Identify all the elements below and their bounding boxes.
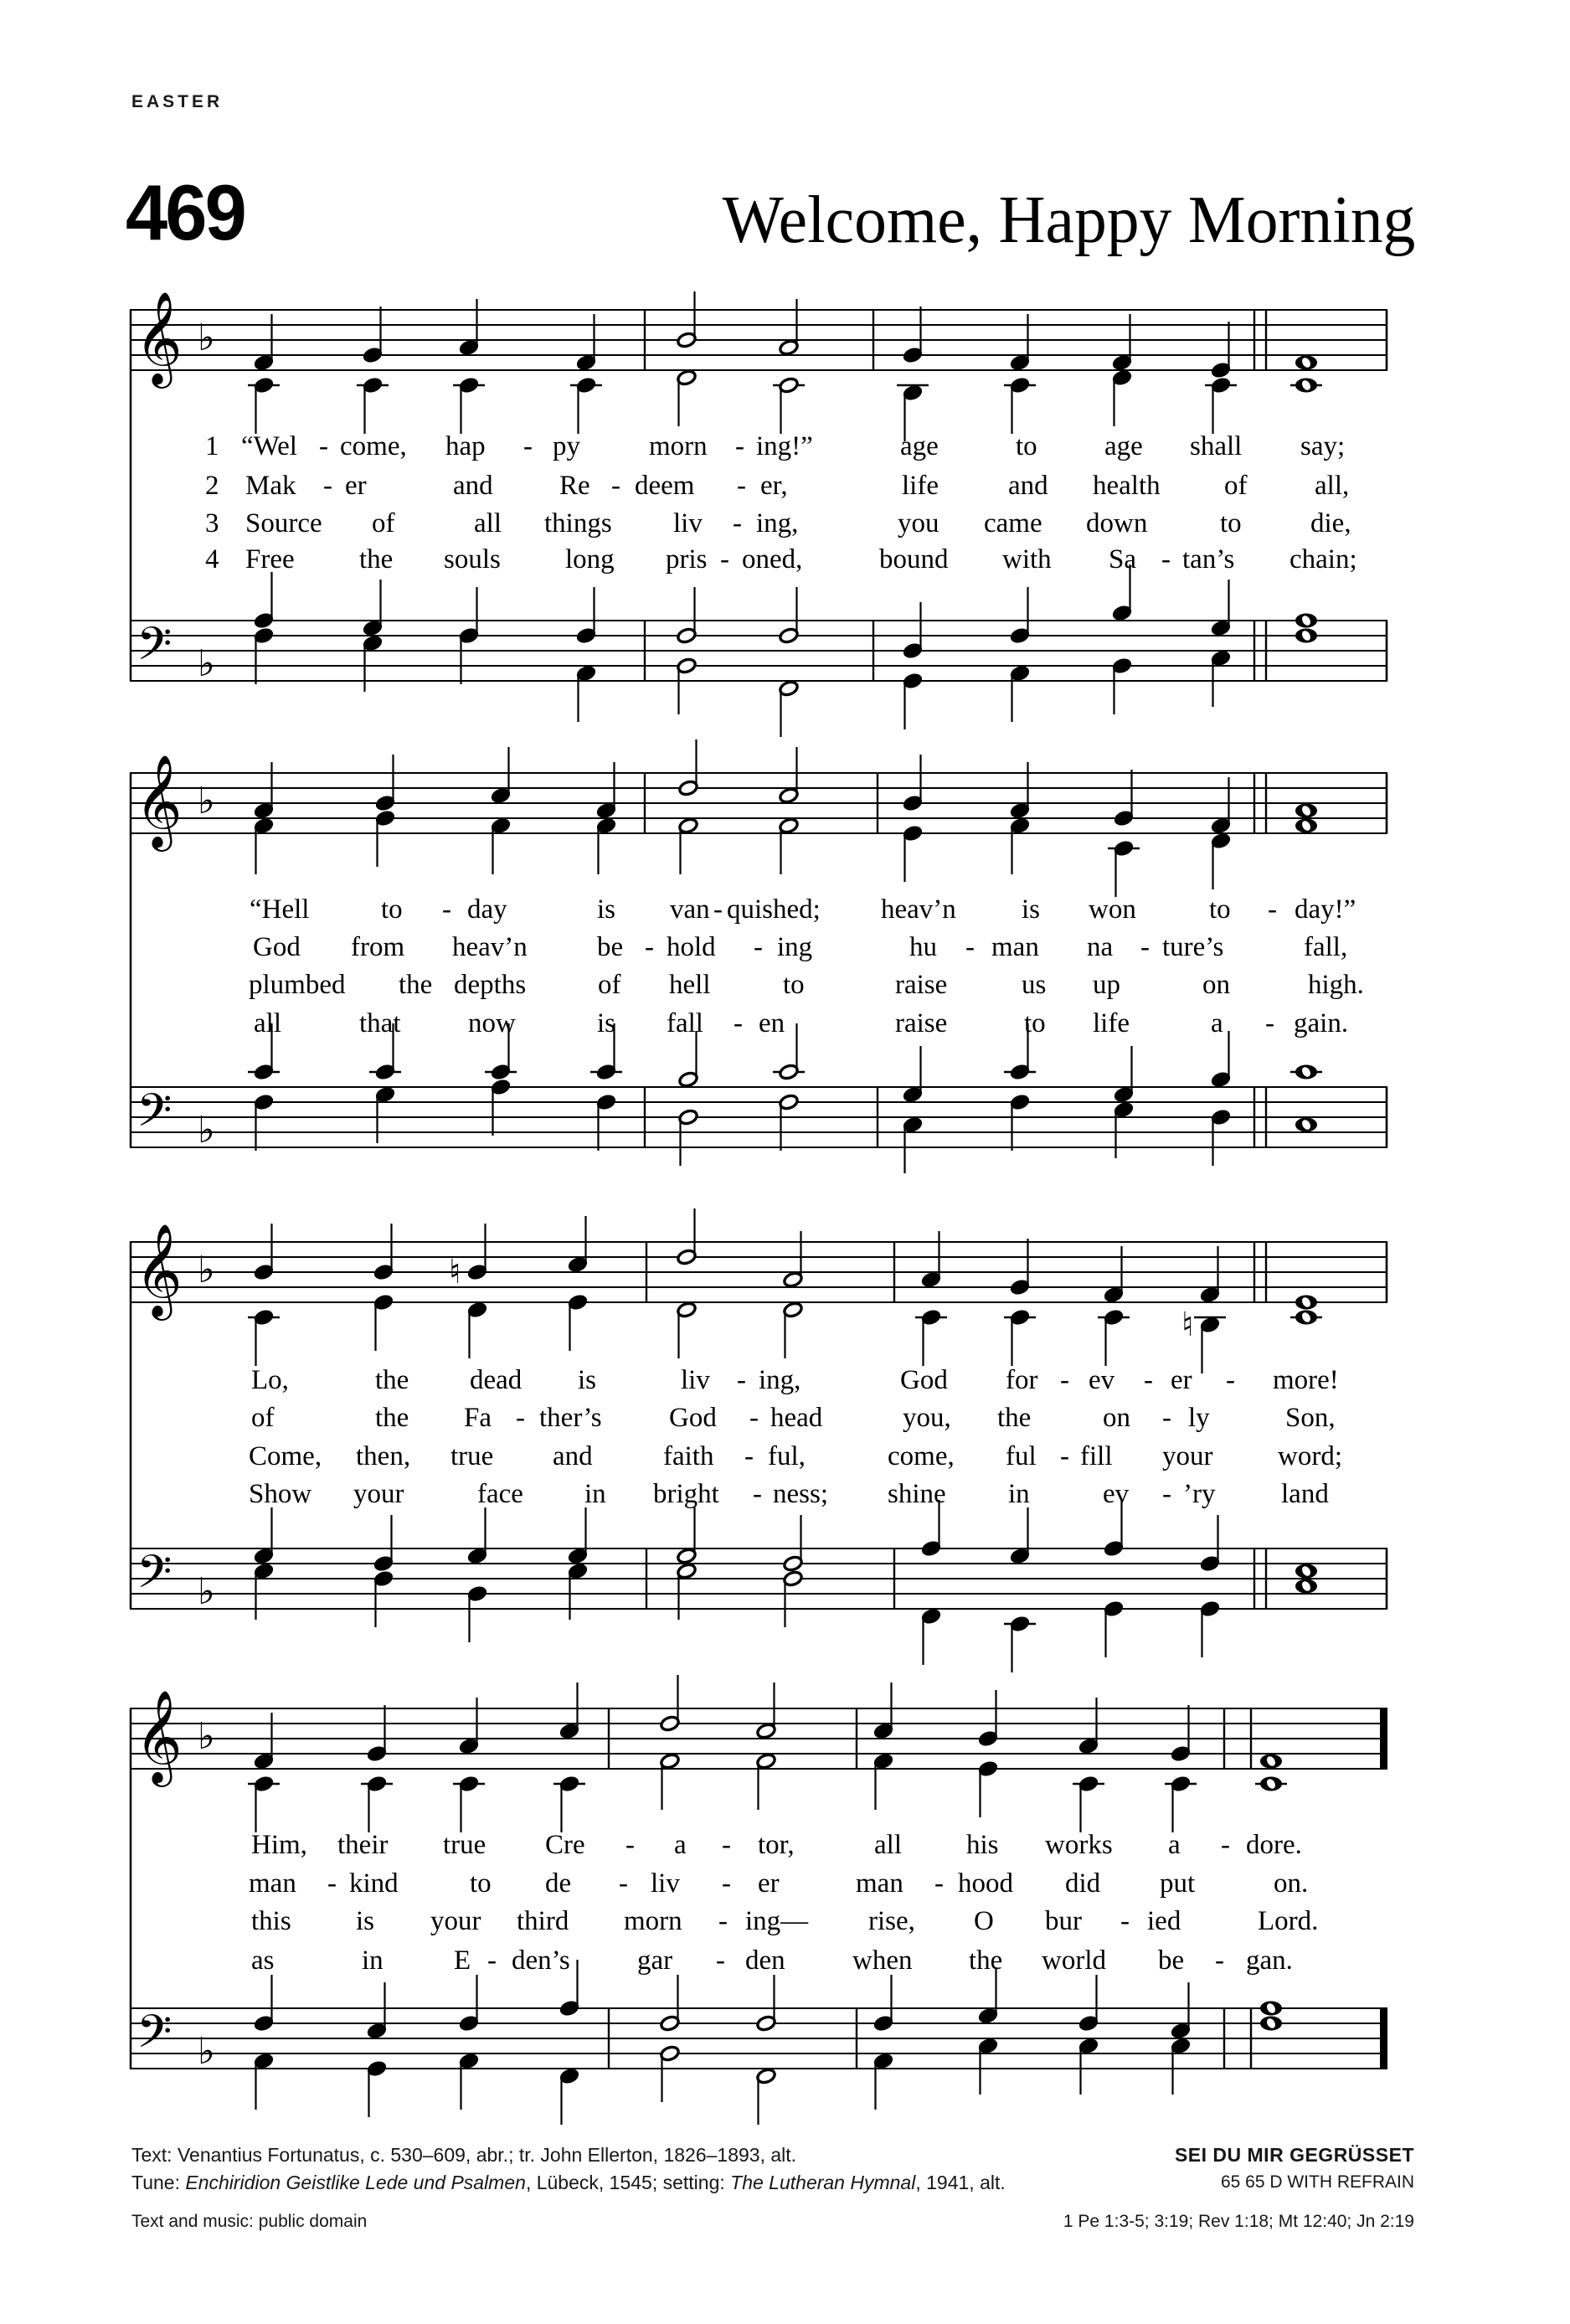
lyric-token: na xyxy=(1087,932,1114,962)
lyric-token: the xyxy=(997,1403,1032,1433)
lyric-token: head xyxy=(770,1403,823,1433)
lyric-token: Free xyxy=(245,544,295,575)
lyric-token: ture’s xyxy=(1162,932,1224,962)
natural-icon: ♮ xyxy=(449,1253,461,1291)
lyric-token: - xyxy=(1268,894,1277,925)
lyric-token: den xyxy=(745,1945,785,1976)
lyric-token: is xyxy=(597,1008,616,1038)
lyric-token: third xyxy=(517,1906,569,1936)
lyric-token: on xyxy=(1103,1403,1130,1433)
lyric-token: all xyxy=(874,1830,902,1860)
lyric-line-1-1 xyxy=(0,431,1570,465)
lyric-line-3-3 xyxy=(0,1441,1570,1475)
lyric-token: on. xyxy=(1274,1868,1309,1899)
lyric-token: and xyxy=(1008,471,1048,501)
lyric-token: ful, xyxy=(768,1441,806,1471)
tune-credit xyxy=(131,2172,1006,2194)
hymn-number: 469 xyxy=(126,168,245,256)
lyric-token: tan’s xyxy=(1182,544,1235,575)
lyric-token: man xyxy=(991,932,1039,962)
lyric-token: high. xyxy=(1308,970,1364,1000)
treble-clef-icon: 𝄞 xyxy=(135,754,183,848)
lyric-token: Cre xyxy=(545,1830,585,1860)
lyric-token: all, xyxy=(1315,471,1350,501)
tune-credit-segment: Enchiridion Geistlike Lede und Psalmen xyxy=(185,2172,526,2193)
lyric-token: shine xyxy=(888,1479,946,1509)
lyric-token: pris xyxy=(666,544,708,575)
lyric-line-1-3 xyxy=(0,508,1570,542)
lyric-token: - xyxy=(516,1403,525,1433)
lyric-token: put xyxy=(1160,1868,1196,1899)
lyric-token: the xyxy=(375,1403,409,1433)
lyric-line-4-1 xyxy=(0,1830,1570,1863)
lyric-token: ness; xyxy=(773,1479,828,1509)
lyric-token: - xyxy=(737,471,746,501)
lyric-token: - xyxy=(733,508,742,538)
lyric-token: a xyxy=(1168,1830,1181,1860)
lyric-token: Him, xyxy=(251,1830,307,1860)
lyric-token: is xyxy=(1022,894,1041,925)
category-label: EASTER xyxy=(131,92,224,111)
lyric-token: to xyxy=(1024,1008,1046,1038)
lyric-token: life xyxy=(902,471,939,501)
lyric-token: ’ry xyxy=(1183,1479,1216,1509)
lyric-token: on xyxy=(1202,970,1230,1000)
lyric-token: ing!” xyxy=(756,431,813,461)
lyric-token: - xyxy=(737,1365,746,1395)
key-flat-icon: ♭ xyxy=(198,780,215,822)
lyric-token: hold xyxy=(667,932,716,962)
lyric-token: - xyxy=(749,1403,759,1433)
lyric-token: ly xyxy=(1188,1403,1210,1433)
tune-name: SEI DU MIR GEGRÜSSET xyxy=(1174,2144,1414,2166)
lyric-token: er xyxy=(758,1868,780,1899)
tune-credit-segment: The Lutheran Hymnal xyxy=(730,2172,916,2193)
final-barline xyxy=(1380,1708,1387,1770)
lyric-token: true xyxy=(443,1830,486,1860)
lyric-token: - xyxy=(487,1945,497,1976)
lyric-token: for xyxy=(1006,1365,1038,1395)
lyric-token: won xyxy=(1089,894,1136,925)
lyric-line-4-3 xyxy=(0,1906,1570,1940)
lyric-line-1-2 xyxy=(0,471,1570,504)
lyric-token: man xyxy=(856,1868,903,1899)
lyric-token: - xyxy=(722,1830,731,1860)
lyric-token: face xyxy=(477,1479,523,1509)
lyric-token: in xyxy=(584,1479,606,1509)
lyric-token: world xyxy=(1042,1945,1106,1976)
lyric-token: the xyxy=(399,970,433,1000)
lyric-token: plumbed xyxy=(249,970,346,1000)
lyric-token: raise xyxy=(895,1008,948,1038)
lyric-token: - xyxy=(1161,544,1171,575)
lyric-token: - xyxy=(720,544,729,575)
lyric-token: true xyxy=(450,1441,494,1471)
lyric-token: did xyxy=(1065,1868,1101,1899)
lyric-token: the xyxy=(969,1945,1003,1976)
lyric-line-3-4 xyxy=(0,1479,1570,1512)
lyric-token: is xyxy=(578,1365,597,1395)
lyric-token: man xyxy=(249,1868,296,1899)
lyric-token: now xyxy=(468,1008,516,1038)
bass-clef-icon: 𝄢 xyxy=(136,1545,172,1610)
lyric-token: morn xyxy=(649,431,708,461)
lyric-token: deem xyxy=(635,471,695,501)
lyric-token: - xyxy=(611,471,620,501)
lyric-token: long xyxy=(565,544,615,575)
lyric-token: liv xyxy=(673,508,703,538)
lyric-token: - xyxy=(319,431,328,461)
lyric-token: your xyxy=(1162,1441,1213,1471)
lyric-token: in xyxy=(1008,1479,1030,1509)
lyric-token: Source xyxy=(245,508,322,538)
lyric-token: - xyxy=(1162,1403,1171,1433)
lyric-token: faith xyxy=(663,1441,714,1471)
lyric-token: heav’n xyxy=(881,894,956,925)
lyric-token: bright xyxy=(653,1479,719,1509)
tune-credit-segment: , 1941, alt. xyxy=(915,2172,1006,2193)
lyric-token: - xyxy=(1221,1830,1230,1860)
lyric-token: er, xyxy=(760,471,788,501)
lyric-line-2-4 xyxy=(0,1008,1570,1042)
lyric-token: Son, xyxy=(1285,1403,1336,1433)
lyric-token: Show xyxy=(249,1479,312,1509)
lyric-token: - xyxy=(716,1945,725,1976)
rights-credit: Text and music: public domain xyxy=(131,2212,368,2231)
key-flat-icon: ♭ xyxy=(198,317,215,359)
lyric-token: you xyxy=(898,508,939,538)
lyric-token: tor, xyxy=(758,1830,795,1860)
lyric-token: - xyxy=(442,894,451,925)
lyric-token: be xyxy=(1158,1945,1185,1976)
lyric-token: and xyxy=(453,471,493,501)
lyric-token: - xyxy=(619,1868,628,1899)
lyric-token: age xyxy=(1104,431,1143,461)
lyric-token: of xyxy=(372,508,395,538)
lyric-token: gain. xyxy=(1294,1008,1349,1038)
lyric-line-4-2 xyxy=(0,1868,1570,1902)
lyric-token: - xyxy=(753,1479,762,1509)
lyric-token: the xyxy=(375,1365,409,1395)
lyric-token: to xyxy=(381,894,403,925)
final-barline xyxy=(1380,2007,1387,2069)
lyric-token: rise, xyxy=(868,1906,915,1936)
lyric-token: quished; xyxy=(727,894,821,925)
lyric-token: with xyxy=(1002,544,1052,575)
lyric-token: age xyxy=(900,431,939,461)
natural-icon: ♮ xyxy=(1181,1306,1194,1344)
lyric-token: Re xyxy=(559,471,590,501)
lyric-token: ev xyxy=(1103,1479,1130,1509)
lyric-token: en xyxy=(759,1008,785,1038)
bass-clef-icon: 𝄢 xyxy=(136,2005,172,2069)
treble-clef-icon: 𝄞 xyxy=(135,291,183,384)
lyric-token: God xyxy=(900,1365,948,1395)
bass-clef-icon: 𝄢 xyxy=(136,617,172,682)
lyric-token: dead xyxy=(470,1365,522,1395)
key-flat-icon: ♭ xyxy=(198,1109,215,1152)
lyric-token: - xyxy=(965,932,975,962)
lyric-token: in xyxy=(362,1945,383,1976)
lyric-token: come, xyxy=(340,431,407,461)
lyric-token: die, xyxy=(1310,508,1351,538)
lyric-token: Sa xyxy=(1109,544,1136,575)
lyric-token: his xyxy=(966,1830,999,1860)
lyric-token: ther’s xyxy=(539,1403,602,1433)
lyric-token: - xyxy=(1060,1441,1069,1471)
lyric-token: more! xyxy=(1273,1365,1339,1395)
lyric-token: ing xyxy=(777,932,813,962)
lyric-token: down xyxy=(1086,508,1148,538)
lyric-token: - xyxy=(934,1868,944,1899)
tune-credit-segment: Tune: xyxy=(131,2172,186,2193)
lyric-token: liv xyxy=(651,1868,680,1899)
lyric-token: er xyxy=(1171,1365,1192,1395)
lyric-token: - xyxy=(713,894,723,925)
lyric-token: came xyxy=(984,508,1042,538)
lyric-line-2-1 xyxy=(0,894,1570,928)
lyric-token: your xyxy=(430,1906,481,1936)
lyric-token: this xyxy=(251,1906,291,1936)
lyric-token: dore. xyxy=(1246,1830,1302,1860)
lyric-token: - xyxy=(327,1868,337,1899)
lyric-token: up xyxy=(1093,970,1120,1000)
lyric-token: - xyxy=(722,1868,731,1899)
lyric-token: fall xyxy=(667,1008,703,1038)
lyric-token: 4 xyxy=(205,544,219,575)
tune-credit-segment: , Lübeck, 1545; setting: xyxy=(525,2172,731,2193)
lyric-token: health xyxy=(1093,471,1161,501)
lyric-token: “Hell xyxy=(250,894,310,925)
lyric-token: then, xyxy=(356,1441,411,1471)
lyric-token: bound xyxy=(879,544,949,575)
lyric-token: God xyxy=(669,1403,717,1433)
key-flat-icon: ♭ xyxy=(198,1249,215,1291)
lyric-token: ev xyxy=(1089,1365,1115,1395)
lyric-line-1-4 xyxy=(0,544,1570,578)
lyric-token: gar xyxy=(637,1945,673,1976)
lyric-token: ing, xyxy=(756,508,799,538)
lyric-token: - xyxy=(1140,932,1150,962)
lyric-token: hu xyxy=(909,932,937,962)
lyric-token: - xyxy=(1265,1008,1274,1038)
lyric-token: that xyxy=(359,1008,401,1038)
lyric-token: a xyxy=(674,1830,687,1860)
lyric-token: souls xyxy=(444,544,501,575)
key-flat-icon: ♭ xyxy=(198,2030,215,2073)
lyric-token: say; xyxy=(1300,431,1346,461)
lyric-token: of xyxy=(251,1403,275,1433)
lyric-token: - xyxy=(1120,1906,1130,1936)
lyric-token: bur xyxy=(1045,1906,1082,1936)
lyric-token: hood xyxy=(958,1868,1013,1899)
lyric-token: ing— xyxy=(745,1906,809,1936)
lyric-token: life xyxy=(1093,1008,1130,1038)
lyric-token: their xyxy=(337,1830,389,1860)
bass-clef-icon: 𝄢 xyxy=(136,1084,172,1148)
lyric-line-2-2 xyxy=(0,932,1570,966)
lyric-token: from xyxy=(351,932,405,962)
lyric-token: of xyxy=(598,970,621,1000)
lyric-token: den’s xyxy=(512,1945,570,1976)
lyric-token: er xyxy=(345,471,367,501)
lyric-token: things xyxy=(544,508,612,538)
lyric-token: the xyxy=(359,544,394,575)
lyric-token: when xyxy=(852,1945,913,1976)
lyric-token: a xyxy=(1211,1008,1223,1038)
lyric-token: works xyxy=(1045,1830,1113,1860)
lyric-token: “Wel xyxy=(241,431,297,461)
lyric-token: - xyxy=(754,932,763,962)
lyric-token: Lord. xyxy=(1258,1906,1319,1936)
lyric-token: be xyxy=(597,932,624,962)
lyric-token: kind xyxy=(349,1868,399,1899)
lyric-token: - xyxy=(1215,1945,1224,1976)
lyric-line-2-3 xyxy=(0,970,1570,1003)
lyric-token: to xyxy=(1209,894,1231,925)
lyric-token: day!” xyxy=(1295,894,1356,925)
treble-clef-icon: 𝄞 xyxy=(135,1223,183,1317)
lyric-token: Lo, xyxy=(251,1365,289,1395)
lyric-token: E xyxy=(454,1945,471,1976)
lyric-token: to xyxy=(783,970,805,1000)
lyric-token: is xyxy=(597,894,616,925)
lyric-token: Fa xyxy=(464,1403,492,1433)
lyric-token: word; xyxy=(1278,1441,1342,1471)
lyric-token: van xyxy=(670,894,710,925)
lyric-token: - xyxy=(718,1906,728,1936)
treble-clef-icon: 𝄞 xyxy=(135,1689,183,1783)
lyric-token: raise xyxy=(895,970,948,1000)
lyric-line-3-1 xyxy=(0,1365,1570,1399)
lyric-token: you, xyxy=(903,1403,951,1433)
lyric-token: heav’n xyxy=(452,932,528,962)
lyric-token: God xyxy=(253,932,301,962)
lyric-token: your xyxy=(353,1479,404,1509)
lyric-token: - xyxy=(1226,1365,1235,1395)
lyric-token: - xyxy=(735,431,744,461)
lyric-line-4-4 xyxy=(0,1945,1570,1979)
hymn-title: Welcome, Happy Morning xyxy=(722,183,1415,257)
lyric-token: to xyxy=(1220,508,1242,538)
lyric-token: - xyxy=(323,471,332,501)
lyric-token: morn xyxy=(624,1906,682,1936)
lyric-token: - xyxy=(645,932,654,962)
lyric-token: land xyxy=(1281,1479,1329,1509)
lyric-token: chain; xyxy=(1289,544,1357,575)
lyric-token: to xyxy=(470,1868,492,1899)
lyric-token: - xyxy=(734,1008,743,1038)
lyric-token: come, xyxy=(888,1441,955,1471)
lyric-token: hap xyxy=(445,431,486,461)
lyric-token: - xyxy=(1144,1365,1153,1395)
lyric-token: us xyxy=(1022,970,1047,1000)
lyric-token: O xyxy=(974,1906,994,1936)
lyric-token: as xyxy=(251,1945,275,1976)
lyric-token: liv xyxy=(681,1365,710,1395)
lyric-token: Mak xyxy=(245,471,296,501)
lyric-token: ied xyxy=(1147,1906,1181,1936)
lyric-token: 3 xyxy=(205,508,219,538)
scripture-references: 1 Pe 1:3-5; 3:19; Rev 1:18; Mt 12:40; Jn 2:19 xyxy=(1063,2212,1414,2231)
lyric-token: oned, xyxy=(742,544,803,575)
key-flat-icon: ♭ xyxy=(198,1715,215,1758)
lyric-token: - xyxy=(625,1830,635,1860)
meter-label: 65 65 D WITH REFRAIN xyxy=(1220,2172,1414,2192)
lyric-token: is xyxy=(356,1906,375,1936)
lyric-token: Come, xyxy=(249,1441,322,1471)
lyric-token: - xyxy=(744,1441,754,1471)
lyric-token: to xyxy=(1016,431,1037,461)
lyric-token: gan. xyxy=(1246,1945,1293,1976)
lyric-token: de xyxy=(545,1868,572,1899)
lyric-token: depths xyxy=(454,970,527,1000)
key-flat-icon: ♭ xyxy=(198,1570,215,1613)
lyric-token: day xyxy=(467,894,507,925)
lyric-token: 1 xyxy=(205,431,219,461)
lyric-token: hell xyxy=(669,970,711,1000)
key-flat-icon: ♭ xyxy=(198,642,215,685)
lyric-token: - xyxy=(1060,1365,1069,1395)
lyric-token: shall xyxy=(1190,431,1243,461)
lyric-token: all xyxy=(474,508,502,538)
lyric-token: ing, xyxy=(759,1365,801,1395)
lyric-token: 2 xyxy=(205,471,219,501)
lyric-token: - xyxy=(1162,1479,1171,1509)
lyric-token: ful xyxy=(1006,1441,1037,1471)
lyric-token: fall, xyxy=(1304,932,1348,962)
lyric-line-3-2 xyxy=(0,1403,1570,1436)
lyric-token: all xyxy=(254,1008,281,1038)
lyric-token: py xyxy=(553,431,580,461)
lyric-token: and xyxy=(553,1441,593,1471)
text-credit: Text: Venantius Fortunatus, c. 530–609, abr.; tr. John Ellerton, 1826–1893, alt. xyxy=(131,2144,797,2166)
lyric-token: - xyxy=(523,431,533,461)
lyric-token: fill xyxy=(1080,1441,1113,1471)
lyric-token: of xyxy=(1224,471,1248,501)
